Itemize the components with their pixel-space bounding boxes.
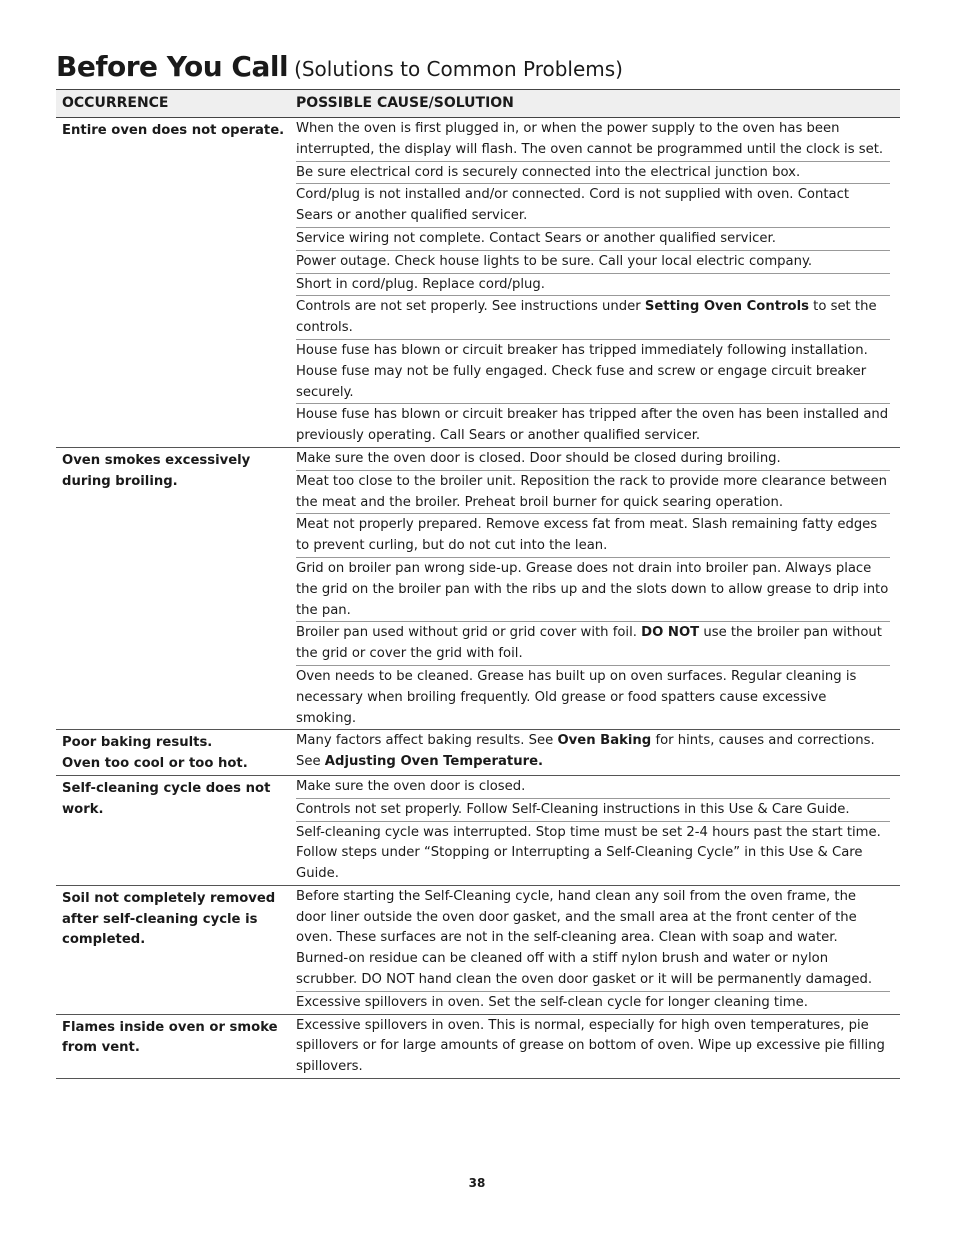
solution-row: [296, 514, 890, 558]
problem-group: [56, 730, 900, 776]
occurrence-text: Flames inside oven or smoke: [62, 1019, 278, 1035]
solution-text: Excessive spillovers in oven. Set the self-clean cycle for longer cleaning time.: [296, 994, 808, 1010]
problem-group: [56, 886, 900, 1015]
solution-text: Oven needs to be cleaned. Grease has built up on oven surfaces. Regular cleaning is necessary when broiling frequently. Old grease or food spatters cause excessive smoking.: [296, 668, 857, 726]
solution-text: Meat not properly prepared. Remove excess fat from meat. Slash remaining fatty edges to prevent curling, but do not cut into the lean.: [296, 517, 878, 554]
solution-text: Power outage. Check house lights to be sure. Call your local electric company.: [296, 253, 813, 269]
solution-emphasis: Setting Oven Controls: [644, 299, 809, 315]
solutions-cell: [296, 886, 900, 1014]
solution-row: [296, 666, 890, 729]
solution-row: [296, 799, 890, 822]
solution-text: Controls not set properly. Follow Self-Cleaning instructions in this Use & Care Guide.: [296, 801, 850, 817]
solution-row: [296, 118, 890, 162]
solution-row: [296, 228, 890, 251]
solution-text: Make sure the oven door is closed. Door should be closed during broiling.: [296, 450, 781, 466]
solution-text: Excessive spillovers in oven. This is normal, especially for high oven temperatures, pie spillovers or for large amounts of grease on bottom of oven. Wipe up excessive pie filling spillovers.: [296, 1017, 885, 1075]
solution-row: [296, 822, 890, 885]
occurrence-text: Poor baking results.: [62, 735, 213, 751]
problem-group: [56, 776, 900, 886]
solution-text: Make sure the oven door is closed.: [296, 778, 526, 794]
solution-text: House fuse has blown or circuit breaker has tripped immediately following installation. House fuse may not be fully engaged. Check fuse and screw or engage circuit breaker securely.: [296, 342, 868, 400]
occurrence-cell: [56, 886, 296, 1014]
solution-row: [296, 251, 890, 274]
title-subtitle: (Solutions to Common Problems): [294, 57, 623, 81]
solution-text: Be sure electrical cord is securely connected into the electrical junction box.: [296, 164, 801, 180]
solution-row: [296, 162, 890, 185]
solution-text: House fuse has blown or circuit breaker has tripped after the oven has been installed and previously operating. Call Sears or another qualified servicer.: [296, 407, 889, 444]
occurrence-text: work.: [62, 801, 104, 817]
solution-row: [296, 886, 890, 992]
solution-row: [296, 776, 890, 799]
troubleshooting-table: [56, 89, 900, 1079]
solution-text: Broiler pan used without grid or grid cover with foil.: [296, 625, 642, 641]
solutions-cell: [296, 776, 900, 885]
solutions-cell: [296, 118, 900, 447]
occurrence-text: Entire oven does not operate.: [62, 123, 285, 138]
occurrence-text: Oven too cool or too hot.: [62, 756, 248, 772]
occurrence-cell: [56, 448, 296, 729]
table-header: [56, 89, 900, 118]
occurrence-text: completed.: [62, 932, 146, 948]
occurrence-cell: [56, 776, 296, 885]
occurrence-text: Oven smokes excessively: [62, 452, 251, 468]
solution-text: Cord/plug is not installed and/or connected. Cord is not supplied with oven. Contact Sears or another qualified servicer.: [296, 187, 849, 224]
solution-row: [296, 558, 890, 622]
solutions-cell: [296, 448, 900, 729]
solution-text: Meat too close to the broiler unit. Reposition the rack to provide more clearance between the meat and the broiler. Preheat broil burner for quick searing operation.: [296, 473, 887, 510]
header-solution: POSSIBLE CAUSE/SOLUTION: [296, 95, 514, 111]
solution-row: [296, 992, 890, 1014]
solution-text: When the oven is first plugged in, or when the power supply to the oven has been interrupted, the display will flash. The oven cannot be programmed until the clock is set.: [296, 121, 884, 157]
solution-text: Many factors affect baking results. See: [296, 733, 558, 749]
solution-row: [296, 471, 890, 515]
solution-text: Before starting the Self-Cleaning cycle, hand clean any soil from the oven frame, the door liner outside the oven door gasket, and the small area at the front center of the oven. These surfaces are not in the self-cleaning area. Clean with soap and water. Burned-on residue can be cleaned off with a stiff nylon brush and water or nylon scrubber. DO NOT hand clean the oven door gasket or it will be permanently damaged.: [296, 888, 873, 988]
solution-text: Short in cord/plug. Replace cord/plug.: [296, 276, 545, 292]
occurrence-text: during broiling.: [62, 473, 178, 489]
solution-row: [296, 622, 890, 666]
page-number: 38: [468, 1176, 486, 1190]
solution-row: [296, 404, 890, 447]
occurrence-text: from vent.: [62, 1040, 140, 1056]
occurrence-text: Self-cleaning cycle does not: [62, 780, 271, 796]
occurrence-cell: [56, 730, 296, 775]
problem-group: [56, 1015, 900, 1079]
solution-text: Self-cleaning cycle was interrupted. Stop time must be set 2-4 hours past the start time. Follow steps under “Stopping or Interrupting a Self-Cleaning Cycle” in this Use & Care Guide.: [296, 824, 881, 882]
solution-text: use the broiler pan without the grid or cover the grid with foil.: [296, 625, 882, 662]
title-main: Before You Call: [56, 50, 289, 83]
solution-text: for hints, causes and corrections. See: [296, 733, 875, 770]
solution-row: [296, 184, 890, 228]
problem-group: [56, 118, 900, 448]
solution-row: [296, 274, 890, 297]
solution-text: Controls are not set properly. See instructions under: [296, 299, 645, 315]
solution-emphasis: Oven Baking: [557, 733, 652, 749]
header-occurrence: OCCURRENCE: [62, 95, 169, 111]
solution-row: [296, 296, 890, 340]
solutions-cell: [296, 730, 900, 775]
solution-text: Grid on broiler pan wrong side-up. Grease does not drain into broiler pan. Always place the grid on the broiler pan with the ribs up and the slots down to allow grease to drip into the pan.: [296, 560, 889, 618]
occurrence-cell: [56, 1015, 296, 1078]
solution-text: Service wiring not complete. Contact Sears or another qualified servicer.: [296, 230, 776, 246]
solution-emphasis: Adjusting Oven Temperature.: [324, 754, 544, 770]
table-body: [56, 118, 900, 1079]
solution-text: to set the controls.: [296, 299, 877, 336]
occurrence-text: Soil not completely removed: [62, 890, 276, 906]
page-title: [56, 50, 623, 83]
solution-row: [296, 730, 890, 773]
problem-group: [56, 448, 900, 730]
occurrence-cell: [56, 118, 296, 447]
occurrence-text: after self-cleaning cycle is: [62, 911, 258, 927]
solutions-cell: [296, 1015, 900, 1078]
solution-row: [296, 448, 890, 471]
solution-row: [296, 340, 890, 404]
solution-emphasis: DO NOT: [641, 625, 700, 641]
solution-row: [296, 1015, 890, 1078]
